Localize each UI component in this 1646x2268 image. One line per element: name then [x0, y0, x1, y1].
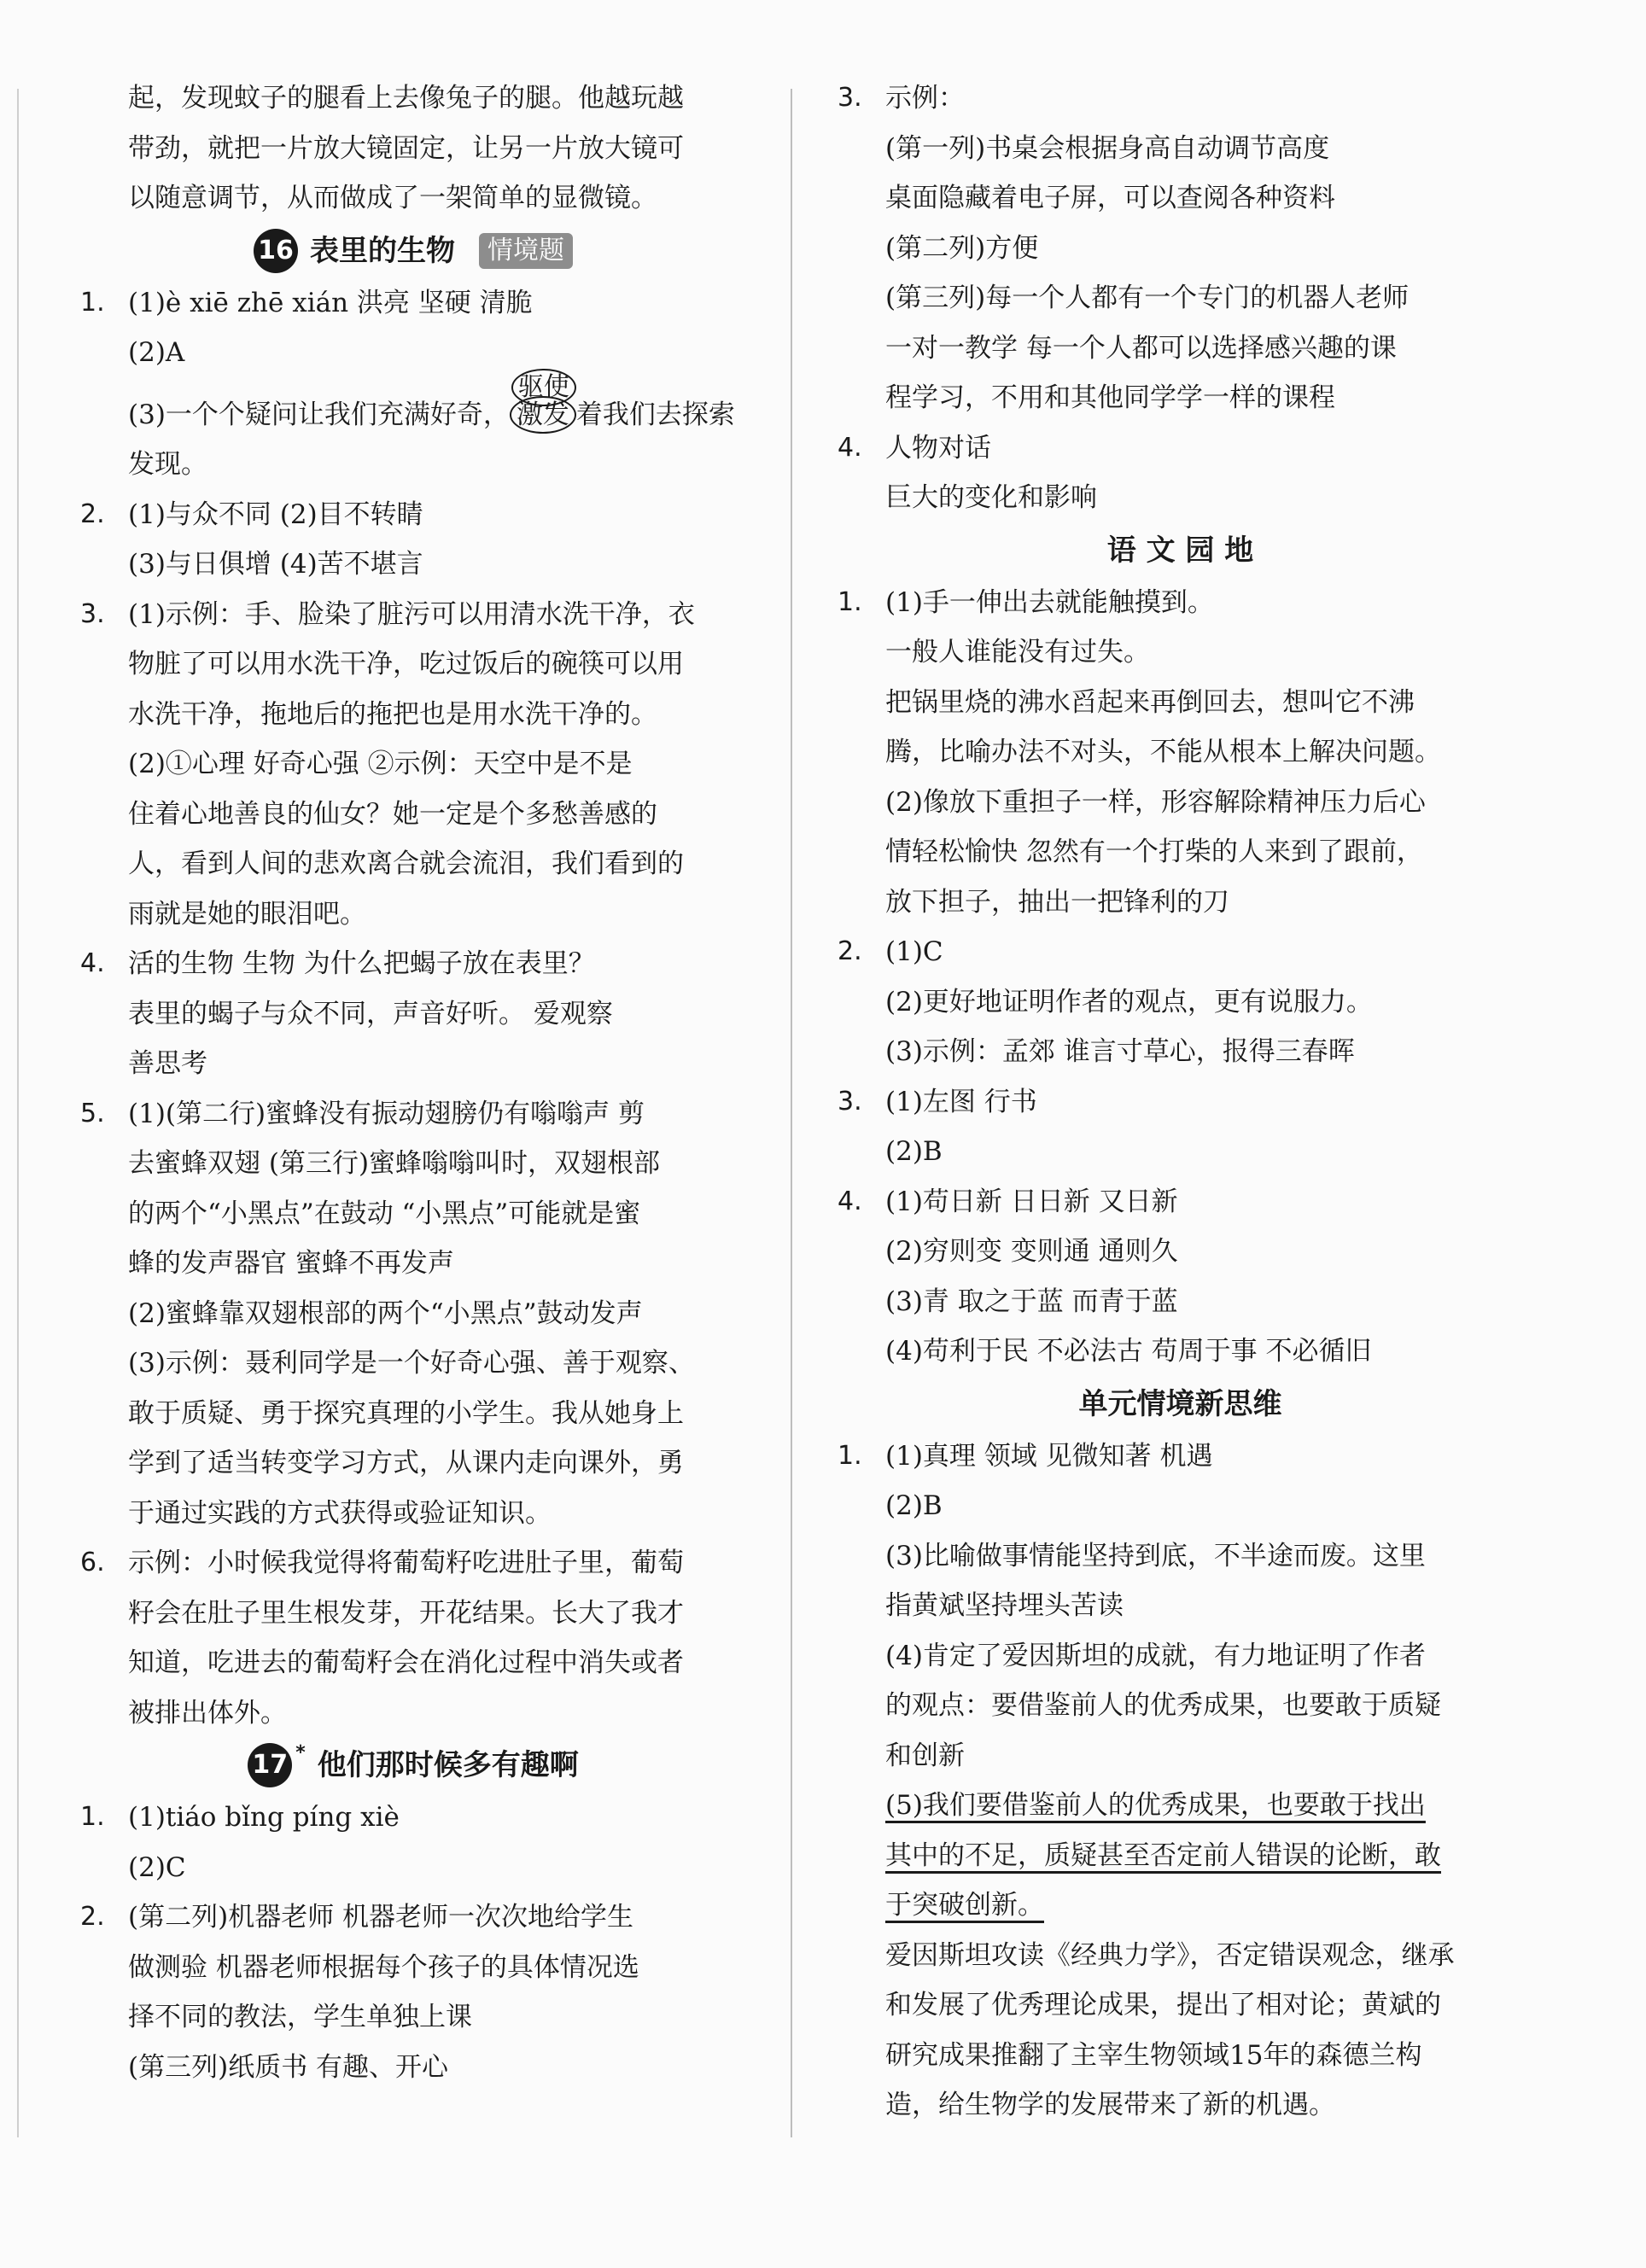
- question-number: 3.: [838, 83, 862, 113]
- question-number: 2.: [838, 936, 862, 966]
- answer-line: 学到了适当转变学习方式，从课内走向课外，勇: [128, 1448, 684, 1478]
- answer-line: [849, 1831, 1511, 1881]
- answer-line: 被排出体外。: [128, 1697, 287, 1729]
- answer-line: [80, 1793, 734, 1843]
- answer-text: (1)tiáo bǐng píng xiè: [128, 1802, 400, 1833]
- lesson-tag: 情境题: [479, 233, 573, 269]
- answer-line: [80, 490, 734, 540]
- answer-line: 腾，比喻办法不对头，不能从根本上解决问题。: [885, 737, 1441, 767]
- answer-text: (1)左图 行书: [885, 1086, 1037, 1117]
- answer-line: 一般人谁能没有过失。: [885, 637, 1150, 668]
- left-column: [80, 73, 735, 2092]
- section-heading-danyuan: 单元情境新思维: [1078, 1386, 1282, 1421]
- answer-line: [80, 278, 734, 329]
- question-number: 5.: [80, 1098, 105, 1128]
- answer-line: (4)苟利于民 不必法古 苟周于事 不必循旧: [885, 1336, 1372, 1367]
- answer-line: 雨就是她的眼泪吧。: [128, 898, 366, 930]
- question-number: 4.: [80, 948, 105, 978]
- answer-line: [92, 371, 735, 440]
- answer-line: 住着心地善良的仙女？她一定是个多愁善感的: [128, 798, 657, 830]
- answer-text: (1)C: [885, 936, 943, 967]
- answer-line: (第二列)方便: [885, 232, 1039, 264]
- question-number: 2.: [80, 1902, 105, 1932]
- answer-line: [80, 1538, 734, 1589]
- question-number: 1.: [80, 287, 105, 318]
- right-column: [838, 73, 1511, 2131]
- answer-line: 去蜜蜂双翅 (第三行)蜜蜂嗡嗡叫时，双翅根部: [128, 1148, 661, 1179]
- lesson-title: 他们那时候多有趣啊: [317, 1748, 579, 1782]
- question-number: 2.: [80, 498, 105, 529]
- answer-line: 择不同的教法，学生单独上课: [128, 2002, 472, 2032]
- question-number: 4.: [838, 432, 862, 463]
- answer-line: 敢于质疑、勇于探究真理的小学生。我从她身上: [128, 1397, 684, 1429]
- answer-line: 知道，吃进去的葡萄籽会在消化过程中消失或者: [128, 1647, 684, 1678]
- answer-line: [80, 939, 734, 989]
- answer-line: 研究成果推翻了主宰生物领域15年的森德兰构: [885, 2039, 1422, 2071]
- answer-line: (2)穷则变 变则通 通则久: [885, 1236, 1178, 1267]
- replacement-word: 驱使: [511, 369, 576, 406]
- answer-line: 桌面隐藏着电子屏，可以查阅各种资料: [885, 183, 1335, 213]
- answer-text: (1)手一伸出去就能触摸到。: [885, 586, 1214, 618]
- answer-line: 善思考: [128, 1048, 207, 1079]
- answer-line: (第一列)书桌会根据身高自动调节高度: [885, 132, 1330, 164]
- intro-line: 带劲，就把一片放大镜固定，让另一片放大镜可: [128, 132, 684, 164]
- answer-line: (2)①心理 好奇心强 ②示例：天空中是不是: [128, 749, 633, 779]
- answer-text: (1)苟日新 日日新 又日新: [885, 1186, 1178, 1217]
- lesson-title: 表里的生物: [310, 233, 455, 268]
- answer-line: 指黄斌坚持埋头苦读: [885, 1590, 1124, 1621]
- answer-line: (第三列)每一个人都有一个专门的机器人老师: [885, 283, 1410, 313]
- answer-line: 爱因斯坦攻读《经典力学》，否定错误观念，继承: [885, 1939, 1455, 1971]
- answer-line: 把锅里烧的沸水舀起来再倒回去，想叫它不沸: [885, 686, 1415, 718]
- question-number: 3.: [80, 598, 105, 629]
- question-number: 3.: [838, 1086, 862, 1117]
- answer-text: (1)示例：手、脸染了脏污可以用清水洗干净，衣: [128, 598, 695, 630]
- answer-line: 造，给生物学的发展带来了新的机遇。: [885, 2090, 1335, 2120]
- underlined-text: 其中的不足，质疑甚至否定前人错误的论断，敢: [885, 1839, 1441, 1871]
- answer-line: 物脏了可以用水洗干净，吃过饭后的碗筷可以用: [128, 649, 684, 679]
- left-margin-rule: [17, 89, 19, 2137]
- answer-line: 表里的蝎子与众不同，声音好听。 爱观察: [128, 998, 613, 1029]
- answer-line: [838, 1077, 1511, 1128]
- answer-line: 程学习，不用和其他同学学一样的课程: [885, 382, 1335, 413]
- question-number: 6.: [80, 1548, 105, 1577]
- answer-line: (2)C: [128, 1851, 186, 1883]
- answer-line: (4)肯定了爱因斯坦的成就，有力地证明了作者: [885, 1640, 1426, 1671]
- answer-text: (3)一个个疑问让我们充满好奇，: [128, 399, 510, 430]
- answer-line: (3)比喻做事情能坚持到底，不半途而废。这里: [885, 1540, 1426, 1571]
- question-number: 1.: [838, 586, 862, 617]
- answer-text: (第二列)机器老师 机器老师一次次地给学生: [128, 1902, 634, 1933]
- answer-text: (1)(第二行)蜜蜂没有振动翅膀仍有嗡嗡声 剪: [128, 1098, 645, 1129]
- circled-word: 激发: [510, 396, 576, 434]
- answer-line: (2)更好地证明作者的观点，更有说服力。: [885, 986, 1373, 1017]
- answer-line: [838, 578, 1511, 628]
- correction-mark: [510, 371, 576, 430]
- answer-line: (3)示例：孟郊 谁言寸草心，报得三春晖: [885, 1036, 1355, 1067]
- answer-line: (2)B: [885, 1490, 943, 1521]
- lesson-17-heading: [92, 1738, 734, 1793]
- answer-line: (2)蜜蜂靠双翅根部的两个“小黑点”鼓动发声: [128, 1297, 643, 1329]
- answer-line: [849, 1880, 1511, 1931]
- underlined-text: (5)我们要借鉴前人的优秀成果，也要敢于找出: [885, 1790, 1426, 1821]
- answer-text: (1)真理 领域 见微知著 机遇: [885, 1440, 1213, 1472]
- answer-text: (1)与众不同 (2)目不转睛: [128, 498, 423, 530]
- answer-line: 蜂的发声器官 蜜蜂不再发声: [128, 1248, 454, 1279]
- answer-line: [849, 1781, 1511, 1831]
- answer-text: 活的生物 生物 为什么把蝎子放在表里？: [128, 948, 595, 979]
- underlined-text: 于突破创新。: [885, 1890, 1044, 1921]
- intro-line: 起，发现蚊子的腿看上去像兔子的腿。他越玩越: [128, 83, 684, 114]
- answer-line: 于通过实践的方式获得或验证知识。: [128, 1497, 552, 1529]
- lesson-number-badge: 17: [248, 1743, 292, 1787]
- column-divider: [791, 89, 792, 2137]
- answer-line: [80, 1892, 734, 1943]
- answer-line: [80, 1089, 734, 1140]
- answer-line: 和发展了优秀理论成果，提出了相对论；黄斌的: [885, 1990, 1441, 2020]
- lesson-number-badge: 16: [254, 229, 298, 273]
- answer-line: [838, 927, 1511, 977]
- answer-line: (3)与日俱增 (4)苦不堪言: [128, 549, 423, 580]
- answer-line: [838, 1177, 1511, 1227]
- answer-line: 的观点：要借鉴前人的优秀成果，也要敢于质疑: [885, 1690, 1441, 1721]
- answer-line: [838, 73, 1511, 124]
- answer-text: 人物对话: [885, 432, 991, 464]
- answer-line: 放下担子，抽出一把锋利的刀: [885, 886, 1229, 918]
- answer-text: (1)è xiē zhē xián 洪亮 坚硬 清脆: [128, 287, 533, 318]
- answer-line: (2)B: [885, 1136, 943, 1167]
- section-heading-yuwen: 语 文 园 地: [1106, 533, 1254, 568]
- answer-text: 着我们去探索: [575, 399, 735, 430]
- answer-line: 和创新: [885, 1740, 965, 1771]
- answer-line: (2)A: [128, 337, 185, 368]
- answer-line: 巨大的变化和影响: [885, 482, 1097, 513]
- answer-line: (3)青 取之于蓝 而青于蓝: [885, 1286, 1178, 1317]
- intro-line: 以随意调节，从而做成了一架简单的显微镜。: [128, 183, 657, 213]
- answer-line: [80, 590, 734, 640]
- answer-line: 发现。: [128, 449, 207, 480]
- answer-line: 的两个“小黑点”在鼓动 “小黑点”可能就是蜜: [128, 1198, 641, 1229]
- optional-star: *: [295, 1742, 306, 1764]
- question-number: 1.: [838, 1440, 862, 1471]
- lesson-16-heading: [92, 224, 734, 278]
- answer-line: 水洗干净，拖地后的拖把也是用水洗干净的。: [128, 698, 657, 730]
- answer-line: (第三列)纸质书 有趣、开心: [128, 2051, 449, 2083]
- answer-line: 情轻松愉快 忽然有一个打柴的人来到了跟前，: [885, 837, 1423, 867]
- answer-line: 籽会在肚子里生根发芽，开花结果。长大了我才: [128, 1597, 684, 1629]
- answer-line: (2)像放下重担子一样，形容解除精神压力后心: [885, 786, 1426, 818]
- answer-line: (3)示例：聂利同学是一个好奇心强、善于观察、: [128, 1348, 695, 1379]
- answer-line: [838, 1431, 1511, 1482]
- answer-line: 一对一教学 每一个人都可以选择感兴趣的课: [885, 332, 1397, 364]
- answer-line: 做测验 机器老师根据每个孩子的具体情况选: [128, 1951, 639, 1983]
- answer-line: [838, 423, 1511, 474]
- question-number: 4.: [838, 1186, 862, 1216]
- answer-text: 示例：: [885, 83, 965, 114]
- answer-text: 示例：小时候我觉得将葡萄籽吃进肚子里，葡萄: [128, 1548, 684, 1578]
- question-number: 1.: [80, 1802, 105, 1832]
- answer-line: 人，看到人间的悲欢离合就会流泪，我们看到的: [128, 848, 684, 879]
